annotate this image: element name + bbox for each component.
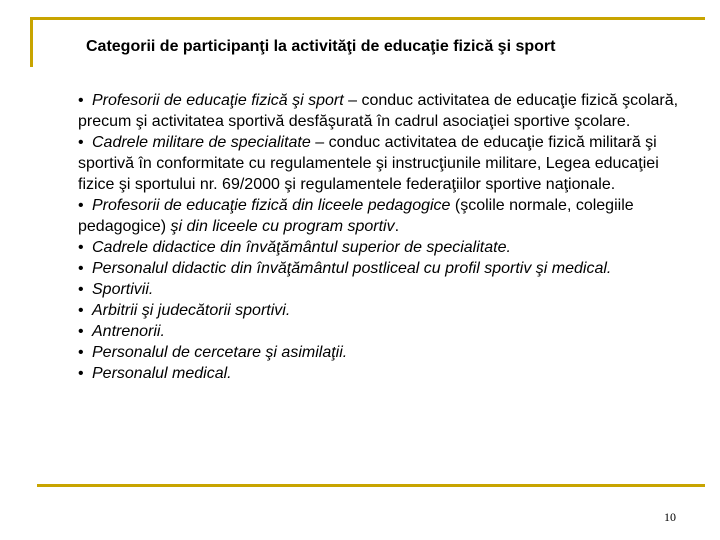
- bullet-icon: •: [78, 344, 84, 361]
- list-item: [78, 363, 688, 384]
- bullet-icon: •: [78, 323, 84, 340]
- bullet-icon: •: [78, 365, 84, 382]
- item-term: Personalul didactic din învăţământul postliceal cu profil sportiv şi medical.: [92, 260, 612, 277]
- item-description: – conduc activitatea de educaţie fizică şcolară, precum şi activitatea sportivă desfăşurată în cadrul asociaţiei sportive şcolare.: [78, 92, 679, 130]
- item-term: Profesorii de educaţie fizică din liceele pedagogice: [92, 197, 451, 214]
- item-term-secondary: şi din liceele cu program sportiv: [170, 218, 395, 235]
- item-term: Personalul de cercetare şi asimilaţii.: [92, 344, 348, 361]
- item-description-end: .: [394, 218, 400, 235]
- list-item: [78, 237, 688, 258]
- bullet-icon: •: [78, 302, 84, 319]
- slide-title: Categorii de participanţi la activităţi de educaţie fizică şi sport: [86, 38, 556, 55]
- item-term: Personalul medical.: [92, 365, 232, 382]
- item-term: Profesorii de educaţie fizică şi sport: [92, 92, 344, 109]
- list-item: [78, 321, 688, 342]
- bullet-icon: •: [78, 260, 84, 277]
- bullet-icon: •: [78, 239, 84, 256]
- list-item: [78, 279, 688, 300]
- list-item: [78, 195, 688, 237]
- list-item: [78, 132, 688, 195]
- list-item: [78, 342, 688, 363]
- page-number: 10: [664, 510, 676, 524]
- item-description: (şcolile normale, colegiile pedagogice): [78, 197, 634, 235]
- list-item: [78, 90, 688, 132]
- item-term: Arbitrii şi judecătorii sportivi.: [92, 302, 291, 319]
- bullet-icon: •: [78, 92, 84, 109]
- frame-top-border: [30, 17, 705, 20]
- list-item: [78, 258, 688, 279]
- bullet-icon: •: [78, 281, 84, 298]
- frame-left-border: [30, 17, 33, 67]
- frame-bottom-border: [37, 484, 705, 487]
- bullet-icon: •: [78, 134, 84, 151]
- item-term: Sportivii.: [92, 281, 154, 298]
- bullet-icon: •: [78, 197, 84, 214]
- item-term: Cadrele didactice din învăţământul superior de specialitate.: [92, 239, 511, 256]
- item-term: Cadrele militare de specialitate: [92, 134, 311, 151]
- participant-list: [78, 90, 688, 384]
- item-description: – conduc activitatea de educaţie fizică militară şi sportivă în conformitate cu regulamentele şi instrucţiunile militare, Legea educaţiei fizice şi sportului nr. 69/2000 şi regulamentele federaţiilor sportive naţionale.: [78, 134, 659, 193]
- item-term: Antrenorii.: [92, 323, 165, 340]
- list-item: [78, 300, 688, 321]
